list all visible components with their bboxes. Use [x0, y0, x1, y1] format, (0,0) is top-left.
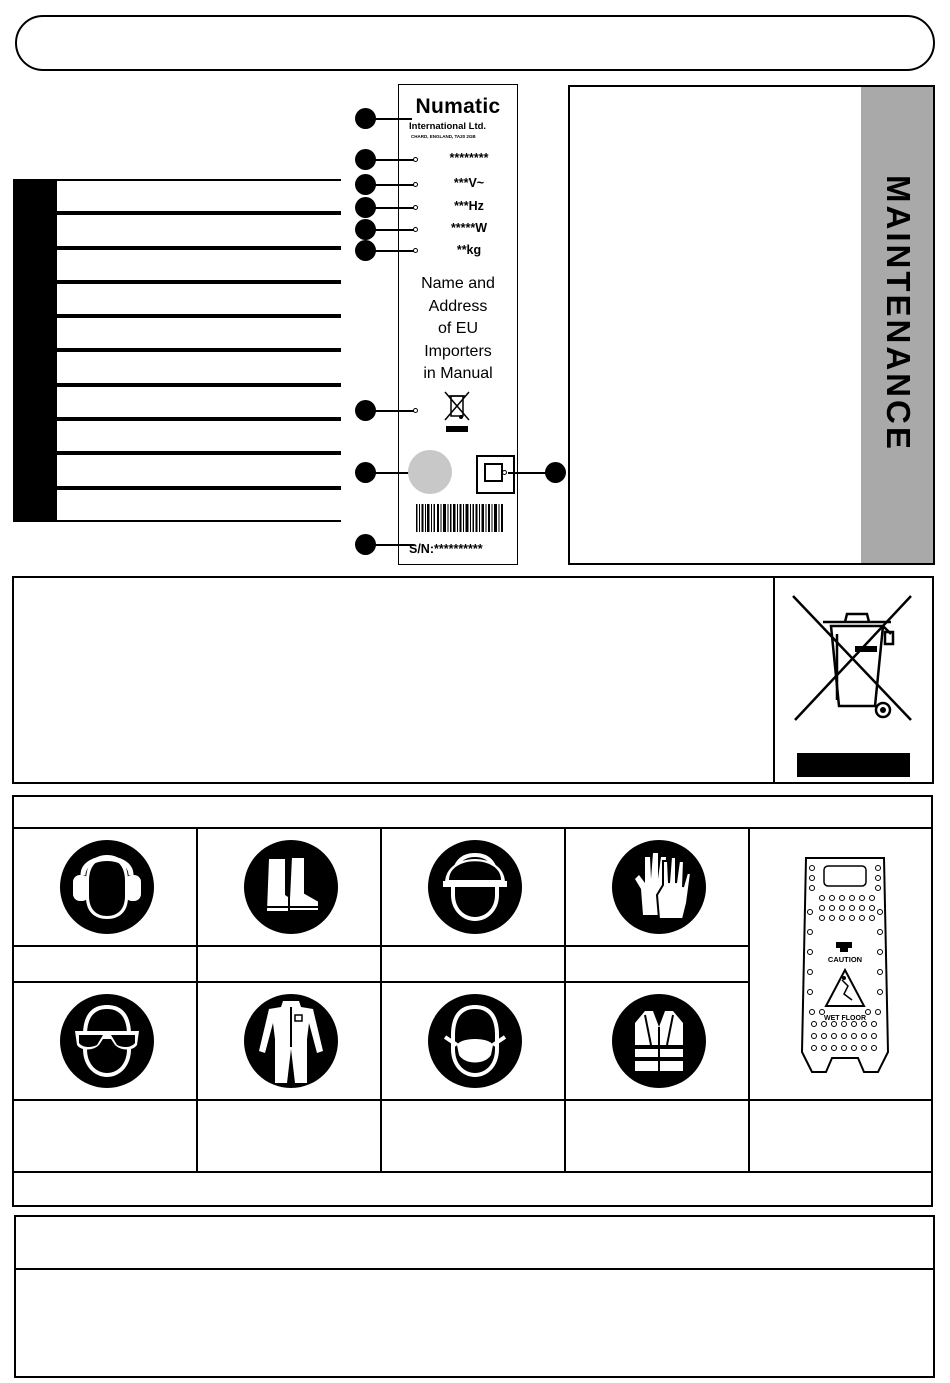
head-protection-icon	[427, 839, 523, 935]
eye-protection-icon	[59, 993, 155, 1089]
safety-boots-icon	[243, 839, 339, 935]
sign-wet-floor-text: WET FLOOR	[824, 1015, 866, 1022]
notes-box	[14, 1215, 935, 1378]
spec-row	[13, 419, 341, 453]
maintenance-tab-label: MAINTENANCE	[880, 175, 917, 452]
protective-overalls-icon	[243, 993, 339, 1089]
callout-marker	[355, 108, 376, 129]
spec-row	[13, 488, 341, 522]
frequency-field: ***Hz	[454, 199, 484, 213]
callout-marker	[355, 149, 376, 170]
spec-row	[13, 282, 341, 316]
maintenance-panel	[568, 85, 935, 565]
double-insulation-icon	[476, 455, 515, 494]
spec-row	[13, 453, 341, 487]
callout-marker	[355, 400, 376, 421]
spec-row	[13, 316, 341, 350]
ppe-header	[12, 795, 933, 829]
approval-mark	[408, 450, 452, 494]
wet-floor-sign-icon	[798, 852, 892, 1080]
company-address: CHARD, ENGLAND, TA20 2GB	[411, 134, 476, 139]
weee-bin-icon	[443, 390, 471, 434]
weee-section	[12, 576, 934, 784]
importer-note: Name and Address of EU Importers in Manual	[421, 275, 495, 382]
callout-marker	[355, 219, 376, 240]
crossed-out-wheelie-bin-icon	[783, 590, 919, 725]
spec-row	[13, 179, 341, 213]
callout-marker	[355, 197, 376, 218]
model-field: ********	[449, 151, 489, 165]
maintenance-tab	[861, 87, 933, 563]
hi-vis-vest-icon	[611, 993, 707, 1089]
sign-caution-text: CAUTION	[827, 955, 863, 964]
spec-table	[13, 179, 341, 522]
spec-row	[13, 248, 341, 282]
voltage-field: ***V~	[453, 176, 485, 190]
spec-row	[13, 385, 341, 419]
company-name: International Ltd.	[409, 121, 487, 132]
safety-gloves-icon	[611, 839, 707, 935]
rating-label	[398, 84, 518, 565]
callout-marker	[355, 462, 376, 483]
ear-protection-icon	[59, 839, 155, 935]
callout-marker	[355, 240, 376, 261]
power-field: *****W	[450, 221, 488, 235]
spec-row	[13, 350, 341, 384]
spec-row	[13, 213, 341, 247]
ppe-footer	[12, 1173, 933, 1207]
weight-field: **kg	[456, 243, 482, 257]
brand-name: Numatic	[415, 95, 501, 118]
callout-marker	[355, 534, 376, 555]
serial-number: S/N:**********	[409, 542, 483, 556]
title-bar	[15, 15, 935, 71]
barcode	[416, 504, 504, 532]
callout-marker	[355, 174, 376, 195]
callout-marker	[545, 462, 566, 483]
ppe-grid	[12, 829, 933, 1173]
face-mask-icon	[427, 993, 523, 1089]
weee-date-bar	[797, 753, 910, 777]
